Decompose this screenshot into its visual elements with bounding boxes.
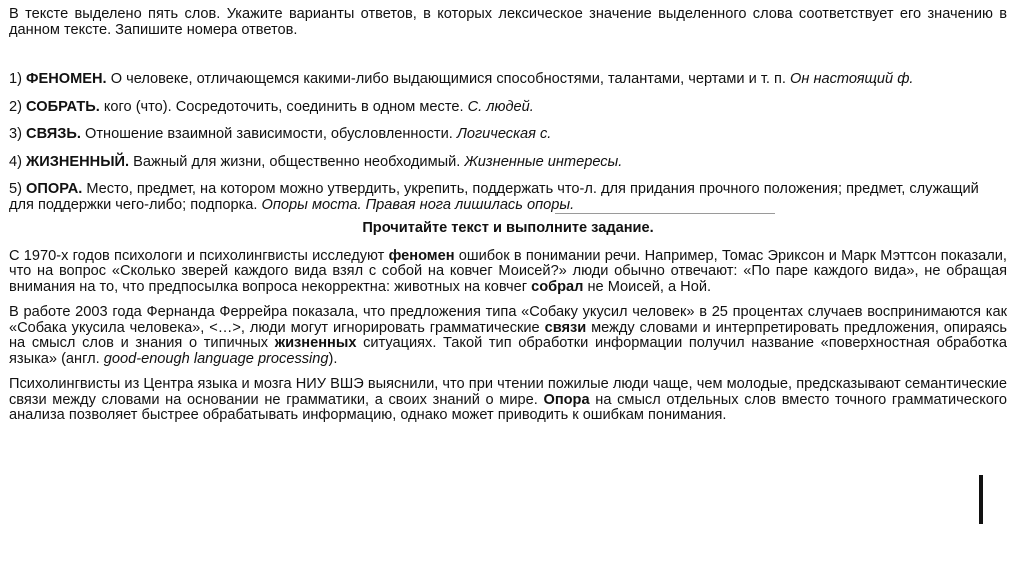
option-3 (9, 127, 1007, 143)
option-word: ФЕНОМЕН. (26, 71, 107, 87)
option-definition: О человеке, отличающемся какими-либо выдающимися способностями, талантами, чертами и т. п. (110, 71, 786, 87)
option-example: Жизненные интересы. (464, 153, 623, 170)
option-4 (9, 155, 1007, 171)
option-number: 4) (9, 153, 22, 170)
option-number: 5) (9, 181, 22, 197)
paragraph-text: Психолингвисты из Центра языка и мозга НИУ ВШЭ выяснили, что при чтении пожилые люди чаще, чем молодые, предсказывают семантические связи между словами на основании не грамматики, а своих знаний о мире. (9, 376, 1007, 408)
english-term: good-enough language processing (103, 350, 329, 367)
option-number: 1) (9, 71, 22, 87)
option-example: С. людей. (467, 98, 534, 115)
paragraph-text: ситуациях. Такой тип обработки информации получил название «поверхностная обработка языка» (англ. (9, 335, 1007, 367)
option-word: ОПОРА. (26, 181, 83, 197)
paragraph-text: не Моисей, а Ной. (587, 278, 712, 295)
paragraph-text: С 1970-х годов психологи и психолингвисты исследуют (9, 247, 385, 264)
text-paragraph-2 (9, 305, 1007, 367)
option-word: СОБРАТЬ. (26, 98, 100, 115)
text-cursor-bar (979, 475, 983, 524)
option-definition: Отношение взаимной зависимости, обусловленности. (85, 126, 453, 142)
highlighted-word-sobral: собрал (531, 278, 584, 295)
paragraph-text: между словами и интерпретировать предложения, опираясь на смысл слов и знания о типичных (9, 319, 1007, 351)
text-paragraph-3 (9, 377, 1007, 424)
option-number: 3) (9, 126, 22, 142)
option-definition: Важный для жизни, общественно необходимый. (133, 153, 461, 170)
option-example: Опоры моста. Правая нога лишилась опоры. (261, 196, 575, 213)
option-definition: кого (что). Сосредоточить, соединить в одном месте. (103, 98, 464, 115)
paragraph-text: ошибок в понимании речи. Например, Томас Эриксон и Марк Мэттсон показали, что на вопрос «Сколько зверей каждого вида взял с собой на ковчег Моисей?» люди обычно отвечают: «По паре каждого вида», не обращая внимания на то, что предпосылка вопроса некорректна: животных на ковчег (9, 247, 1007, 295)
highlighted-word-opora: Опора (543, 391, 590, 408)
option-example: Логическая с. (456, 126, 552, 142)
highlighted-word-zhiznennykh: жизненных (274, 335, 357, 351)
paragraph-text: на смысл отдельных слов вместо точного грамматического анализа позволяет быстрее обрабатывать информацию, однако может приводить к ошибкам понимания. (9, 391, 1007, 423)
paragraph-text: В работе 2003 года Фернанда Феррейра показала, что предложения типа «Собаку укусил человек» в 25 процентах случаев воспринимаются как «Собака укусила человека», <…>, люди могут игнорировать грамматические (9, 304, 1007, 336)
option-5 (9, 182, 1007, 213)
option-1 (9, 72, 1007, 88)
option-number: 2) (9, 98, 22, 115)
task-instruction: В тексте выделено пять слов. Укажите варианты ответов, в которых лексическое значение выделенного слова соответствует его значению в данном тексте. Запишите номера ответов. (9, 6, 1007, 38)
text-paragraph-1 (9, 249, 1007, 296)
option-word: СВЯЗЬ. (26, 126, 81, 142)
option-example: Он настоящий ф. (790, 71, 914, 87)
underline-mark (555, 213, 775, 214)
option-2 (9, 100, 1007, 116)
paragraph-text: ). (328, 350, 338, 367)
text-heading: Прочитайте текст и выполните задание. (362, 220, 654, 236)
highlighted-word-svyazi: связи (544, 319, 587, 336)
option-definition: Место, предмет, на котором можно утвердить, укрепить, поддержать что-л. для придания прочного положения; предмет, служащий для поддержки чего-либо; подпорка. (9, 181, 979, 213)
highlighted-word-fenomen: феномен (388, 247, 455, 264)
option-word: ЖИЗНЕННЫЙ. (26, 153, 130, 170)
exercise-page (9, 7, 1007, 434)
